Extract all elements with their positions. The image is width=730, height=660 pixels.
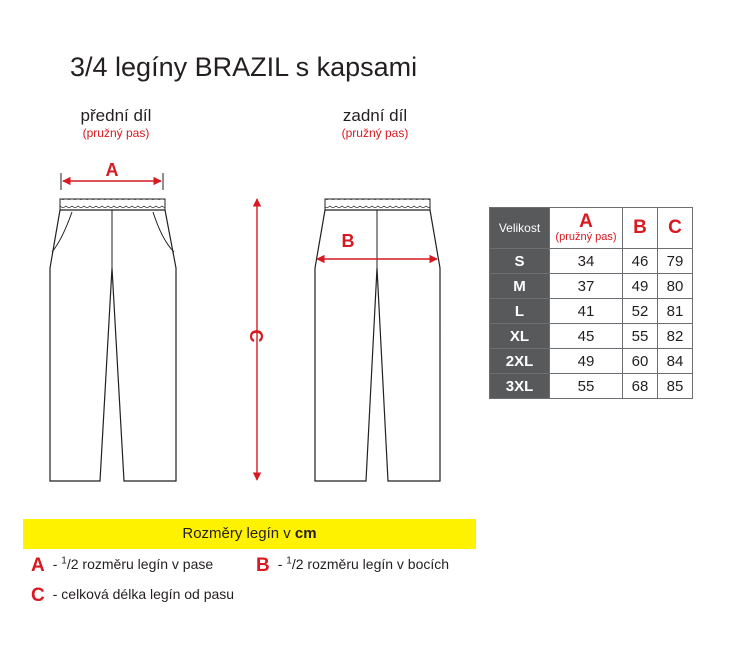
legend-title-unit: cm <box>294 525 317 542</box>
table-row <box>490 299 693 324</box>
back-pants-drawing <box>315 199 440 481</box>
table-row <box>490 324 693 349</box>
value-b-cell: 46 <box>623 249 658 274</box>
front-pants-drawing <box>50 199 176 481</box>
back-waistband <box>325 199 430 210</box>
header-a <box>550 208 623 249</box>
front-view-title: přední díl <box>80 106 152 125</box>
legend-b-text: rozměru legín v bocích <box>303 556 450 572</box>
value-c-cell: 82 <box>658 324 693 349</box>
table-row <box>490 374 693 399</box>
legend-c-letter: C <box>31 585 45 606</box>
legend-a-text: rozměru legín v pase <box>78 556 214 572</box>
value-b-cell: 52 <box>623 299 658 324</box>
size-cell: 2XL <box>490 349 550 374</box>
size-table-header <box>490 208 693 249</box>
legend-b-letter: B <box>256 555 270 576</box>
legend-b-denominator: 2 <box>295 556 304 572</box>
table-row <box>490 349 693 374</box>
front-waistband <box>60 199 165 210</box>
header-size: Velikost <box>490 208 550 249</box>
legend-title-bar <box>23 519 476 549</box>
dimension-b-label: B <box>341 231 355 251</box>
value-c-cell: 85 <box>658 374 693 399</box>
value-a-cell: 34 <box>550 249 623 274</box>
size-cell: XL <box>490 324 550 349</box>
table-row <box>490 249 693 274</box>
value-b-cell: 60 <box>623 349 658 374</box>
legend-title-text: Rozměry legín v <box>182 525 295 542</box>
value-c-cell: 79 <box>658 249 693 274</box>
value-c-cell: 81 <box>658 299 693 324</box>
size-cell: S <box>490 249 550 274</box>
legend-a-dash: - <box>52 556 62 572</box>
value-c-cell: 84 <box>658 349 693 374</box>
front-view-note: (pružný pas) <box>82 126 150 140</box>
dimension-a-label: A <box>105 160 119 180</box>
legend-b-dash: - <box>277 556 287 572</box>
value-a-cell: 45 <box>550 324 623 349</box>
size-cell: 3XL <box>490 374 550 399</box>
value-a-cell: 55 <box>550 374 623 399</box>
value-b-cell: 49 <box>623 274 658 299</box>
back-view-title: zadní díl <box>342 106 408 125</box>
legend-c-text: - celková délka legín od pasu <box>52 586 235 602</box>
legend-item-c <box>31 585 234 607</box>
legend-a-numerator: 1 <box>61 555 67 567</box>
legend-a-letter: A <box>31 555 45 576</box>
table-row <box>490 274 693 299</box>
header-a-letter: A <box>579 211 593 232</box>
legend-item-b: B - $^1$/2 rozměru legín v bocích <box>256 555 450 576</box>
front-pants-outline <box>50 210 176 481</box>
header-c <box>658 208 693 249</box>
value-b-cell: 55 <box>623 324 658 349</box>
header-b-letter: B <box>633 217 647 238</box>
value-c-cell: 80 <box>658 274 693 299</box>
back-view-note: (pružný pas) <box>341 126 409 140</box>
header-c-letter: C <box>668 217 682 238</box>
header-a-note: (pružný pas) <box>555 231 617 243</box>
legend-item-a: A - $^1$/2 rozměru legín v pase <box>31 555 214 576</box>
header-b <box>623 208 658 249</box>
dimension-c-label: C <box>246 329 266 343</box>
size-cell: M <box>490 274 550 299</box>
legend-b-numerator: 1 <box>286 555 292 567</box>
value-b-cell: 68 <box>623 374 658 399</box>
value-a-cell: 41 <box>550 299 623 324</box>
value-a-cell: 37 <box>550 274 623 299</box>
legend-a-denominator: 2 <box>70 556 79 572</box>
size-table <box>489 207 693 399</box>
value-a-cell: 49 <box>550 349 623 374</box>
product-title: 3/4 legíny BRAZIL s kapsami <box>70 52 418 82</box>
size-cell: L <box>490 299 550 324</box>
